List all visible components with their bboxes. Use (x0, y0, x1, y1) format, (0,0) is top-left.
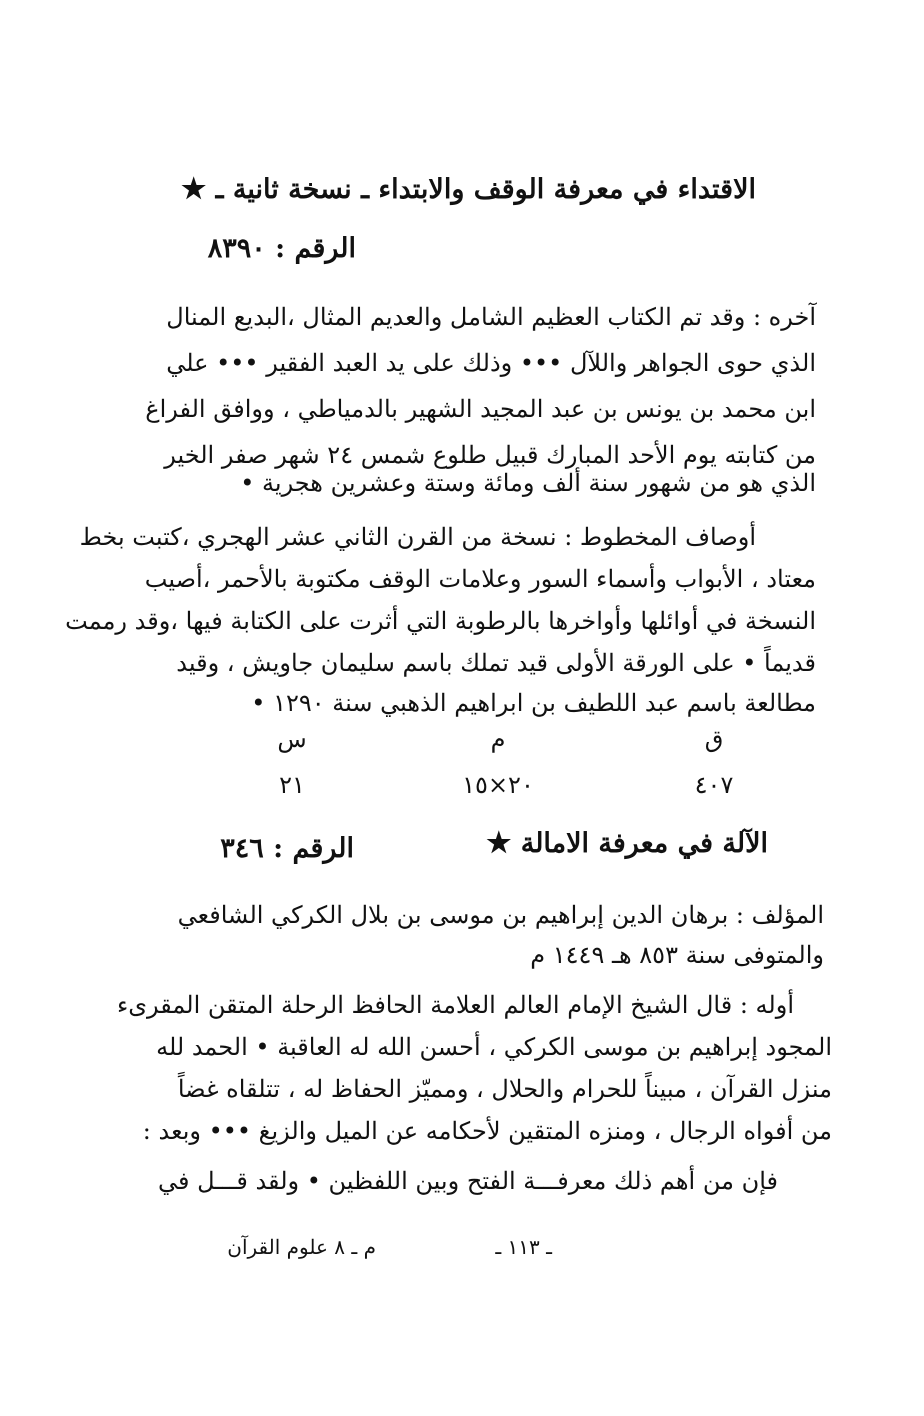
section1-description-line-4: قديماً • على الورقة الأولى قيد تملك باسم سليمان جاويش ، وقيد (176, 649, 816, 677)
table-value-s: ٢١ (279, 771, 305, 799)
section2-author-line-2: والمتوفى سنة ٨٥٣ هـ ١٤٤٩ م (530, 941, 824, 969)
section2-beginning-line-3: منزل القرآن ، مبيناً للحرام والحلال ، ومميّز الحفاظ له ، تتلقاه غضاً (177, 1075, 832, 1103)
section1-title-line (166, 172, 756, 207)
section1-ending-line-4: من كتابته يوم الأحد المبارك قبيل طلوع شمس ٢٤ شهر صفر الخير (164, 441, 816, 469)
star-icon: ★ (486, 826, 512, 859)
section1-description-line-5: مطالعة باسم عبد اللطيف بن ابراهيم الذهبي سنة ١٢٩٠ • (251, 689, 816, 717)
section1-description-line-3: النسخة في أوائلها وأواخرها بالرطوبة التي أثرت على الكتابة فيها ،وقد رممت (65, 607, 816, 635)
table-header-q: ق (704, 725, 724, 753)
section2-author-line-1: المؤلف : برهان الدين إبراهيم بن موسى بن بلال الكركي الشافعي (177, 901, 824, 929)
section2-beginning-line-4: من أفواه الرجال ، ومنزه المتقين لأحكامه عن الميل والزيغ ••• وبعد : (142, 1117, 832, 1145)
table-header-s: س (277, 725, 307, 753)
section1-title: الاقتداء في معرفة الوقف والابتداء ـ نسخة ثانية ـ (215, 174, 756, 205)
section2-title: الآلة في معرفة الامالة (520, 828, 768, 859)
section1-description-line-1: أوصاف المخطوط : نسخة من القرن الثاني عشر الهجري ،كتبت بخط (79, 523, 756, 551)
section1-number: الرقم : ٨٣٩٠ (207, 233, 356, 264)
table-value-m: ٢٠×١٥ (462, 771, 534, 799)
star-icon: ★ (181, 172, 207, 205)
section1-description-line-2: معتاد ، الأبواب وأسماء السور وعلامات الوقف مكتوبة بالأحمر ،أصيب (144, 565, 816, 593)
section1-table-header-row (0, 722, 924, 756)
section2-number: الرقم : ٣٤٦ (220, 833, 354, 864)
section2-beginning-line-2: المجود إبراهيم بن موسى الكركي ، أحسن الله له العاقبة • الحمد لله (156, 1033, 832, 1061)
section1-ending-line-3: ابن محمد بن يونس بن عبد المجيد الشهير بالدمياطي ، ووافق الفراغ (145, 395, 816, 423)
section2-beginning-line-1: أوله : قال الشيخ الإمام العالم العلامة الحافظ الرحلة المتقن المقرىء (116, 991, 794, 1019)
page-number: ـ ١١٣ ـ (495, 1235, 552, 1259)
table-value-q: ٤٠٧ (694, 771, 734, 799)
section2-title-line (482, 826, 768, 861)
section1-table-value-row (0, 768, 924, 802)
section1-ending-line-1: آخره : وقد تم الكتاب العظيم الشامل والعديم المثال ،البديع المنال (166, 303, 816, 331)
signature-mark: م ـ ٨ علوم القرآن (227, 1235, 376, 1259)
section1-ending-line-5: الذي هو من شهور سنة ألف ومائة وستة وعشرين هجرية • (240, 469, 816, 497)
section1-ending-line-2: الذي حوى الجواهر واللآل ••• وذلك على يد العبد الفقير ••• علي (166, 349, 816, 377)
section2-beginning-line-5: فإن من أهم ذلك معرفـــة الفتح وبين اللفظين • ولقد قـــل في (157, 1167, 778, 1195)
table-header-m: م (490, 725, 506, 753)
